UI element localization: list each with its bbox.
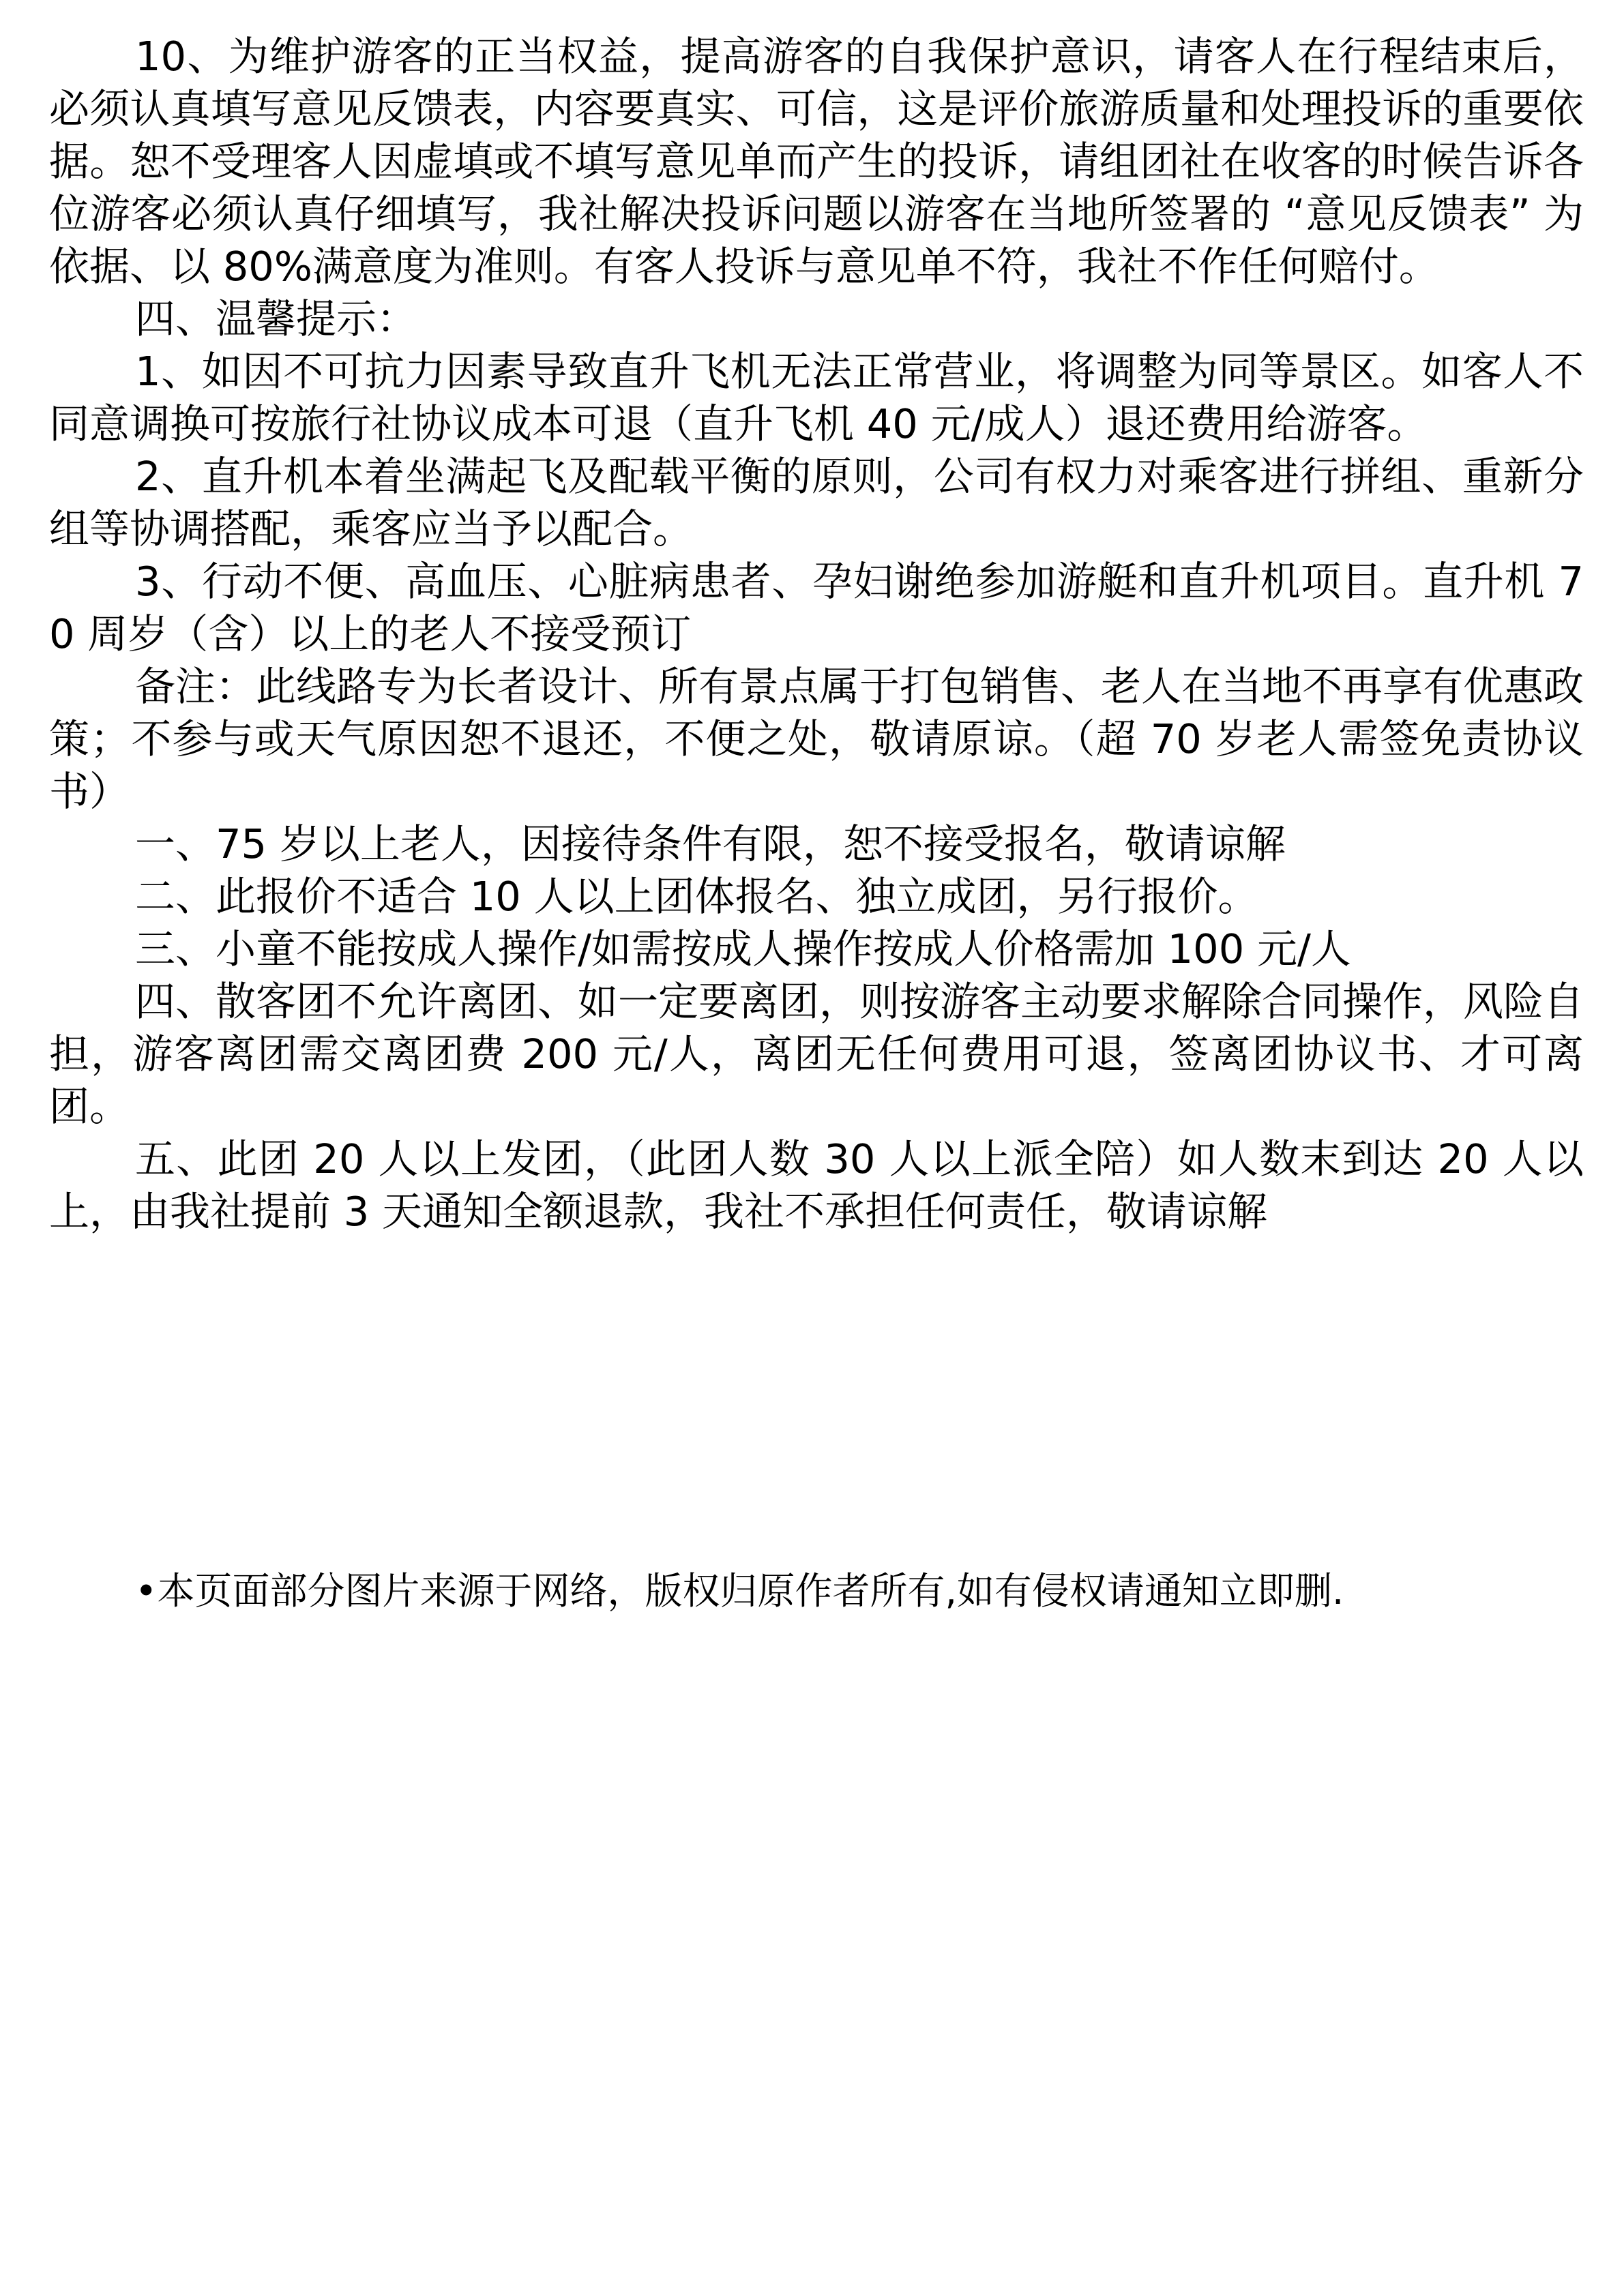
copyright-footnote: •本页面部分图片来源于网络，版权归原作者所有,如有侵权请通知立即删. xyxy=(135,1569,1344,1613)
paragraph-feedback-form: 10、为维护游客的正当权益，提高游客的自我保护意识，请客人在行程结束后，必须认真填写意见反馈表，内容要真实、可信，这是评价旅游质量和处理投诉的重要依据。恕不受理客人因虚填或不填写意见单而产生的投诉，请组团社在收客的时候告诉各位游客必须认真仔细填写，我社解决投诉问题以游客在当地所签署的 “意见反馈表” 为依据、以 80%满意度为准则。有客人投诉与意见单不符，我社不作任何赔付。 xyxy=(49,33,1584,290)
paragraph-tip-health-restrictions: 3、行动不便、高血压、心脏病患者、孕妇谢绝参加游艇和直升机项目。直升机 70 周岁（含）以上的老人不接受预订 xyxy=(49,558,1584,657)
paragraph-remarks: 备注：此线路专为长者设计、所有景点属于打包销售、老人在当地不再享有优惠政策；不参与或天气原因恕不退还，不便之处，敬请原谅。（超 70 岁老人需签免责协议书） xyxy=(49,663,1584,815)
paragraph-tip-force-majeure: 1、如因不可抗力因素导致直升飞机无法正常营业，将调整为同等景区。如客人不同意调换可按旅行社协议成本可退（直升飞机 40 元/成人）退还费用给游客。 xyxy=(49,348,1584,447)
section-heading-tips: 四、温馨提示： xyxy=(135,295,417,342)
paragraph-tip-helicopter-grouping: 2、直升机本着坐满起飞及配载平衡的原则，公司有权力对乘客进行拼组、重新分组等协调搭配，乘客应当予以配合。 xyxy=(49,453,1584,552)
paragraph-child-pricing: 三、小童不能按成人操作/如需按成人操作按成人价格需加 100 元/人 xyxy=(135,925,1351,972)
paragraph-group-pricing: 二、此报价不适合 10 人以上团体报名、独立成团，另行报价。 xyxy=(135,873,1258,920)
paragraph-leaving-group: 四、散客团不允许离团、如一定要离团，则按游客主动要求解除合同操作，风险自担，游客离团需交离团费 200 元/人，离团无任何费用可退，签离团协议书、才可离团。 xyxy=(49,978,1584,1130)
paragraph-age-limit: 一、75 岁以上老人，因接待条件有限，恕不接受报名，敬请谅解 xyxy=(135,820,1286,867)
document-body xyxy=(49,30,1584,1238)
paragraph-minimum-group-size: 五、此团 20 人以上发团，（此团人数 30 人以上派全陪）如人数末到达 20 人以上，由我社提前 3 天通知全额退款，我社不承担任何责任，敬请谅解 xyxy=(49,1135,1584,1235)
